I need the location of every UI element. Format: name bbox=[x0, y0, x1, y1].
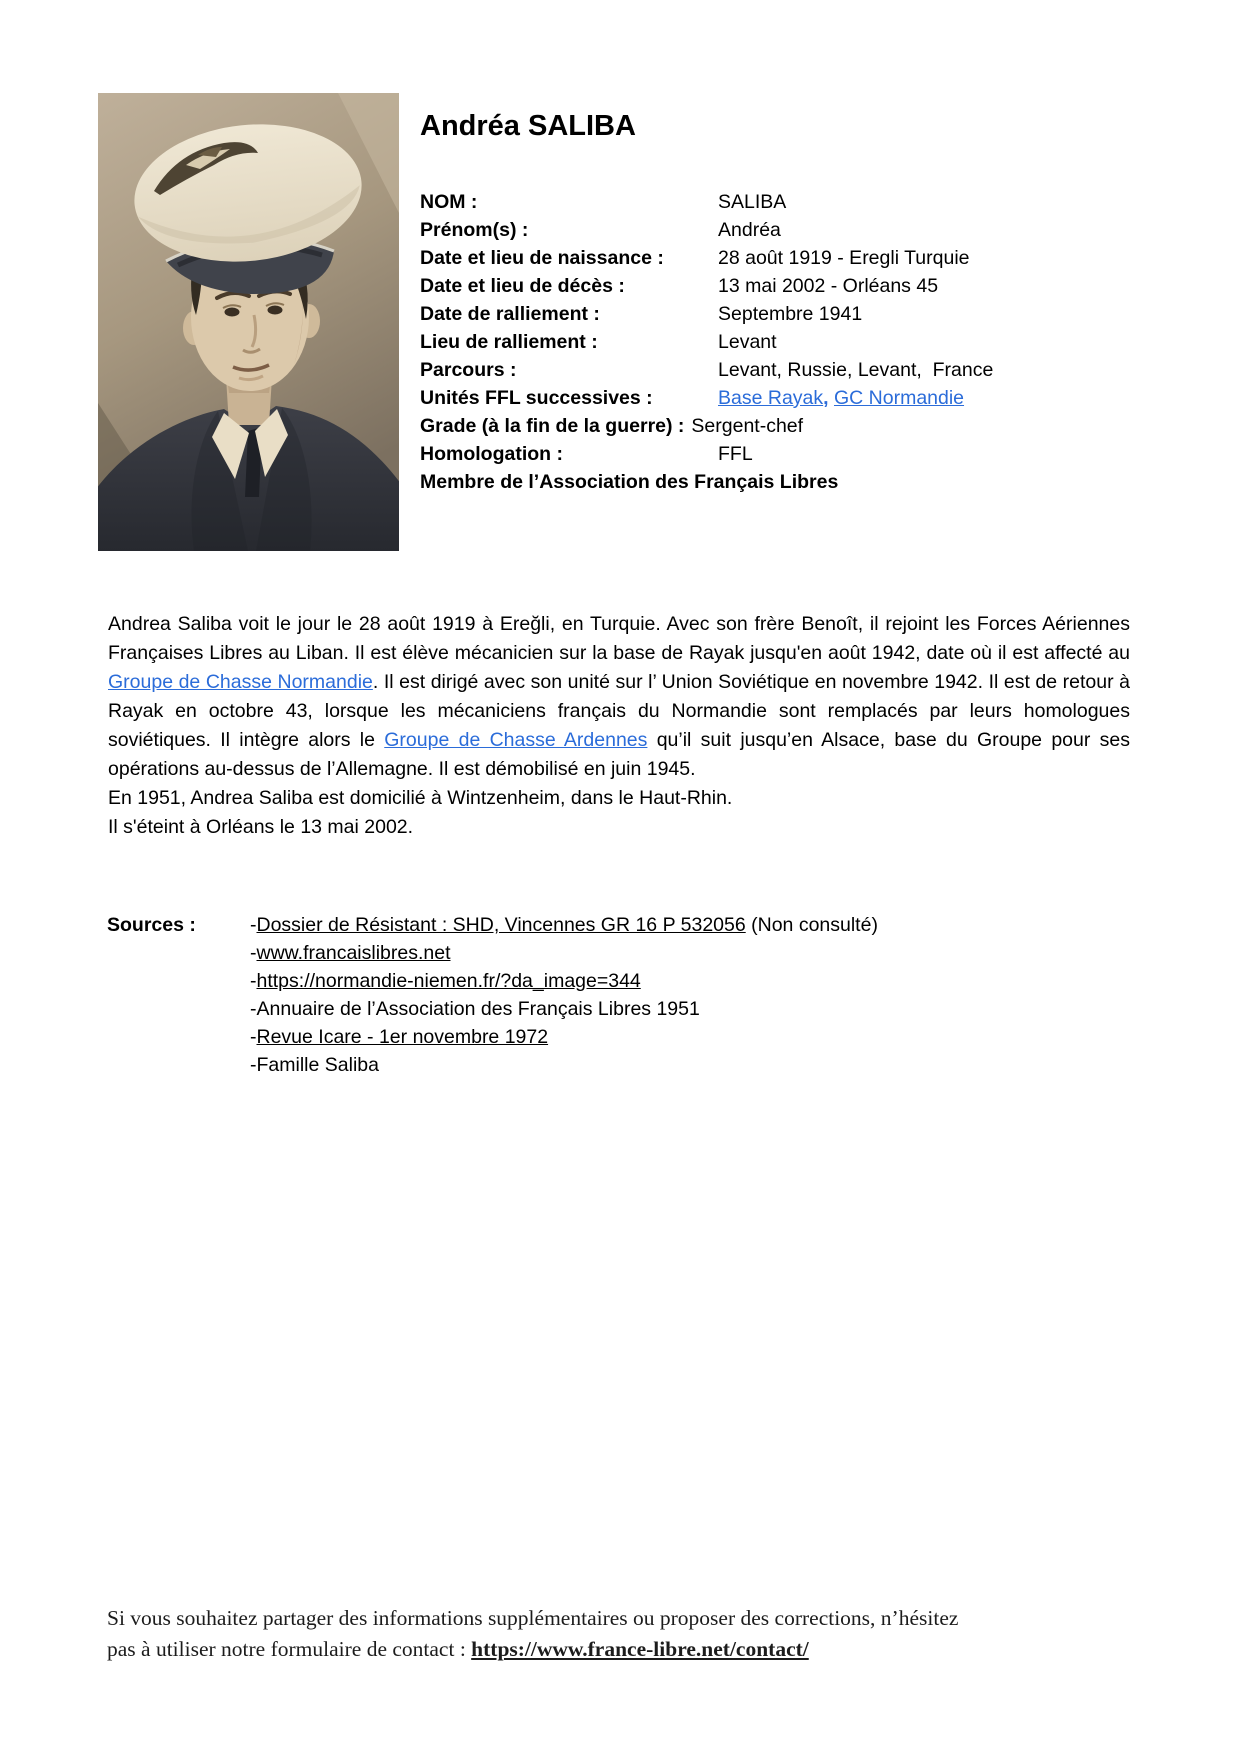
source-text-famille: Famille Saliba bbox=[256, 1054, 379, 1076]
source-dash: - bbox=[250, 1026, 257, 1048]
sources-label: Sources : bbox=[107, 914, 196, 936]
sources-list bbox=[250, 911, 1137, 1079]
info-label-unites: Unités FFL successives : bbox=[420, 387, 653, 409]
link-base-rayak[interactable]: Base Rayak bbox=[718, 387, 824, 409]
info-value-homologation: FFL bbox=[718, 443, 753, 465]
sources-section bbox=[107, 911, 1137, 1079]
source-dash: - bbox=[250, 970, 257, 992]
source-link-revue-icare[interactable]: Revue Icare - 1er novembre 1972 bbox=[256, 1026, 549, 1048]
info-label-nom: NOM : bbox=[420, 191, 478, 213]
page-title: Andréa SALIBA bbox=[420, 110, 636, 142]
footer-line-2 bbox=[107, 1634, 1142, 1665]
source-item-revue-icare bbox=[250, 1023, 1137, 1051]
source-item-francaislibres bbox=[250, 939, 1137, 967]
source-text-annuaire: Annuaire de l’Association des Français Libres 1951 bbox=[256, 998, 700, 1020]
info-row-prenom bbox=[420, 216, 993, 244]
source-suffix-dossier: (Non consulté) bbox=[745, 914, 878, 936]
footer-line-1: Si vous souhaitez partager des informations supplémentaires ou proposer des corrections, n’hésitez bbox=[107, 1606, 959, 1630]
portrait-photo-art bbox=[98, 93, 399, 551]
source-link-francaislibres[interactable]: www.francaislibres.net bbox=[256, 942, 451, 964]
biography-section bbox=[108, 610, 1130, 842]
source-dash: - bbox=[250, 998, 257, 1020]
source-link-dossier[interactable]: Dossier de Résistant : SHD, Vincennes GR 16 P 532056 bbox=[256, 914, 746, 936]
info-row-unites bbox=[420, 384, 993, 412]
info-row-grade bbox=[420, 412, 993, 440]
info-value-grade: Sergent-chef bbox=[691, 415, 804, 437]
info-row-deces bbox=[420, 272, 993, 300]
info-row-lieu-ralliement bbox=[420, 328, 993, 356]
link-separator: , bbox=[823, 387, 834, 409]
info-label-prenom: Prénom(s) : bbox=[420, 219, 529, 241]
bio-paragraph bbox=[108, 610, 1130, 784]
info-label-parcours: Parcours : bbox=[420, 359, 517, 381]
bio-text-2: . Il est dirigé avec son unité sur l’ Union Soviétique en novembre 1942. Il est de retour à Rayak en octobre 43, lorsque les mécaniciens français du Normandie sont remplacés par leurs homologues soviétiques. Il intègre alors le bbox=[108, 671, 1130, 751]
footer-line-2-text: pas à utiliser notre formulaire de contact : bbox=[107, 1637, 472, 1661]
link-gc-normandie[interactable]: GC Normandie bbox=[833, 387, 965, 409]
info-label-homologation: Homologation : bbox=[420, 443, 563, 465]
info-label-grade: Grade (à la fin de la guerre) : bbox=[420, 415, 685, 437]
info-value-lieu-ralliement: Levant bbox=[718, 331, 777, 353]
info-block bbox=[420, 188, 993, 496]
source-dash: - bbox=[250, 914, 257, 936]
source-dash: - bbox=[250, 942, 257, 964]
info-label-deces: Date et lieu de décès : bbox=[420, 275, 625, 297]
source-link-normandie-niemen[interactable]: https://normandie-niemen.fr/?da_image=344 bbox=[256, 970, 641, 992]
bio-line-deces: Il s'éteint à Orléans le 13 mai 2002. bbox=[108, 816, 414, 838]
bio-line-1951: En 1951, Andrea Saliba est domicilié à Wintzenheim, dans le Haut-Rhin. bbox=[108, 787, 733, 809]
info-row-parcours bbox=[420, 356, 993, 384]
info-value-deces: 13 mai 2002 - Orléans 45 bbox=[718, 275, 939, 297]
source-item-annuaire bbox=[250, 995, 1137, 1023]
info-label-naissance: Date et lieu de naissance : bbox=[420, 247, 664, 269]
info-row-date-ralliement bbox=[420, 300, 993, 328]
portrait-photo bbox=[98, 93, 399, 551]
source-item-famille bbox=[250, 1051, 1137, 1079]
info-row-homologation bbox=[420, 440, 993, 468]
bio-link-gc-ardennes[interactable]: Groupe de Chasse Ardennes bbox=[384, 729, 648, 751]
source-item-normandie-niemen bbox=[250, 967, 1137, 995]
info-row-naissance bbox=[420, 244, 993, 272]
bio-text-3: qu’il suit jusqu’en Alsace, base du Groupe pour ses opérations au-dessus de l’Allemagne. Il est démobilisé en juin 1945. bbox=[108, 729, 1130, 780]
footer-note bbox=[107, 1603, 1142, 1665]
info-label-date-ralliement: Date de ralliement : bbox=[420, 303, 600, 325]
info-value-date-ralliement: Septembre 1941 bbox=[718, 303, 863, 325]
info-value-prenom: Andréa bbox=[718, 219, 781, 241]
info-value-nom: SALIBA bbox=[718, 191, 787, 213]
info-value-parcours: Levant, Russie, Levant, France bbox=[718, 359, 994, 381]
bio-text-1: Andrea Saliba voit le jour le 28 août 1919 à Ereğli, en Turquie. Avec son frère Benoît, il rejoint les Forces Aériennes Françaises Libres au Liban. Il est élève mécanicien sur la base de Rayak jusqu'en août 1942, date où il est affecté au bbox=[108, 613, 1130, 664]
info-row-nom bbox=[420, 188, 993, 216]
bio-link-gc-normandie[interactable]: Groupe de Chasse Normandie bbox=[108, 671, 373, 693]
info-value-naissance: 28 août 1919 - Eregli Turquie bbox=[718, 247, 970, 269]
membership-line: Membre de l’Association des Français Libres bbox=[420, 471, 839, 493]
info-label-lieu-ralliement: Lieu de ralliement : bbox=[420, 331, 598, 353]
contact-link[interactable]: https://www.france-libre.net/contact/ bbox=[471, 1637, 809, 1661]
source-dash: - bbox=[250, 1054, 257, 1076]
source-item-dossier bbox=[250, 911, 1137, 939]
